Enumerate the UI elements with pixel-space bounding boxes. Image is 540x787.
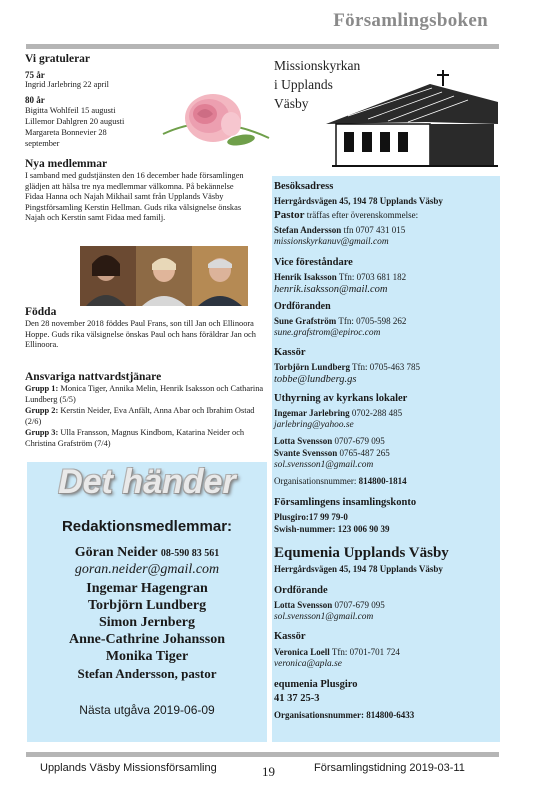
vice-contact [274, 272, 406, 283]
nattvard-group-3 [25, 428, 267, 449]
group-1-text: Monica Tiger, Annika Melin, Henrik Isaksson och Catharina Lundberg (5/5) [25, 384, 264, 404]
lotta-name: Lotta Svensson [274, 436, 333, 446]
members-photo [80, 246, 248, 306]
orgnr-value: 814800-1814 [356, 476, 407, 486]
age-80-line-1: Bigitta Wohlfeil 15 augusti [25, 106, 116, 115]
nya-text: I samband med gudstjänsten den 16 december hade församlingen glädjen att hälsa tre nya medlemmar välkomna. På bekännelse Fidaa Hanna och Najah Mikhail samt från Upplands Väsby Pingstförsamling Kerstin Hellman. Guds rika välsignelse önskas Najah och Kerstin samt Fidaa med familj. [25, 171, 244, 223]
svante-contact [274, 448, 390, 459]
plusgiro: Plusgiro:17 99 79-0 [274, 512, 348, 522]
group-3-label: Grupp 3: [25, 428, 59, 437]
redaktion-heading: Redaktionsmedlemmar: [61, 518, 233, 535]
det-hander-title: Det händer [58, 463, 236, 501]
pastor-name: Stefan Andersson [274, 225, 342, 235]
age-80-line-4: september [25, 139, 60, 148]
age-80-label: 80 år [25, 95, 45, 105]
redaktion-member-2: Torbjörn Lundberg [87, 598, 207, 613]
kassor-contact [274, 362, 420, 373]
equmenia-ordf-phone: 0707-679 095 [332, 600, 385, 610]
age-75-line: Ingrid Jarlebring 22 april [25, 80, 109, 89]
group-2-label: Grupp 2: [25, 406, 59, 415]
pastor-rest: träffas efter överenskommelse: [304, 210, 419, 220]
vice-heading: Vice föreståndare [274, 257, 353, 268]
top-divider [26, 44, 499, 49]
orgnr-line [274, 476, 407, 487]
pastor-label: Pastor [274, 209, 305, 221]
uthyrning-email: jarlebring@yahoo.se [274, 420, 354, 430]
next-issue: Nästa utgåva 2019-06-09 [79, 703, 215, 717]
redaktion-first-name: Göran Neider [74, 545, 158, 560]
ordf-name: Sune Grafström [274, 316, 337, 326]
ordf-contact [274, 316, 406, 327]
equmenia-plusgiro: 41 37 25-3 [274, 693, 320, 704]
ordf-email: sune.grafstrom@epiroc.com [274, 328, 381, 338]
church-name-line-2: i Upplands [274, 77, 333, 92]
church-drawing [318, 62, 500, 172]
group-2-text: Kerstin Neider, Eva Anfält, Anna Abar och Ibrahim Ostad (2/6) [25, 406, 255, 426]
kassor-name: Torbjörn Lundberg [274, 362, 350, 372]
redaktion-member-4: Anne-Cathrine Johansson [69, 632, 225, 647]
svante-name: Svante Svensson [274, 448, 338, 458]
rose-image [153, 84, 271, 152]
vice-email: henrik.isaksson@mail.com [274, 284, 388, 295]
fodda-text: Den 28 november 2018 föddes Paul Frans, son till Jan och Ellinoora Hoppe. Guds rika välsignelse önskas Paul och hans föräldrar Jan och Ellinoora. [25, 319, 256, 350]
gratulerar-heading: Vi gratulerar [25, 53, 91, 65]
uthyrning-name: Ingemar Jarlebring [274, 408, 350, 418]
lotta-contact [274, 436, 385, 447]
church-name-line-3: Väsby [274, 96, 309, 111]
nya-medlemmar-text [25, 171, 247, 224]
equmenia-kassor-phone: Tfn: 0701-701 724 [329, 647, 400, 657]
ordf-heading: Ordföranden [274, 301, 331, 312]
equmenia-address: Herrgårdsvägen 45, 194 78 Upplands Väsby [274, 564, 443, 574]
svante-phone: 0765-487 265 [337, 448, 390, 458]
nya-medlemmar-heading: Nya medlemmar [25, 158, 108, 170]
footer-left: Upplands Väsby Missionsförsamling [40, 762, 217, 774]
bottom-divider [26, 752, 499, 757]
uthyrning-heading: Uthyrning av kyrkans lokaler [274, 393, 408, 404]
footer-right: Församlingstidning 2019-03-11 [314, 762, 465, 774]
uthyrning-contact [274, 408, 402, 419]
besok-heading: Besöksadress [274, 181, 334, 192]
kassor-email: tobbe@lundberg.gs [274, 374, 357, 385]
vice-name: Henrik Isaksson [274, 272, 337, 282]
insamling-heading: Församlingens insamlingskonto [274, 497, 417, 508]
lotta-phone: 0707-679 095 [332, 436, 385, 446]
kassor-phone: Tfn: 0705-463 785 [349, 362, 421, 372]
group-3-text: Ulla Fransson, Magnus Kindbom, Katarina Neider och Christina Grafström (7/4) [25, 428, 245, 448]
equmenia-ordf-heading: Ordförande [274, 585, 328, 596]
pastor-phone: tfn 0707 431 015 [341, 225, 406, 235]
church-name-line-1: Missionskyrkan [274, 58, 361, 73]
pastor-line [274, 210, 418, 221]
pastor-email: missionskyrkanuv@gmail.com [274, 237, 389, 247]
age-75-label: 75 år [25, 70, 45, 80]
redaktion-member-3: Simon Jernberg [98, 615, 196, 630]
orgnr-label: Organisationsnummer: [274, 476, 357, 486]
uthyrning-phone: 0702-288 485 [349, 408, 403, 418]
group-1-label: Grupp 1: [25, 384, 59, 393]
fodda-heading: Födda [25, 306, 57, 318]
equmenia-plusgiro-heading: equmenia Plusgiro [274, 679, 358, 690]
equmenia-kassor-name: Veronica Loell [274, 647, 330, 657]
page-header-title: Församlingsboken [333, 10, 488, 31]
age-80-line-2: Lillemor Dahlgren 20 augusti [25, 117, 125, 126]
nattvard-group-1 [25, 384, 267, 405]
redaktion-first [27, 544, 267, 562]
redaktion-member-1: Ingemar Hagengran [86, 581, 208, 596]
swish: Swish-nummer: 123 006 90 39 [274, 524, 390, 534]
equmenia-kassor-heading: Kassör [274, 631, 306, 642]
sol-email: sol.svensson1@gmail.com [274, 460, 374, 470]
equmenia-ordf-email: sol.svensson1@gmail.com [274, 612, 374, 622]
equmenia-ordf-name: Lotta Svensson [274, 600, 333, 610]
pastor-contact [274, 225, 405, 236]
page-number: 19 [262, 764, 275, 779]
equmenia-ordf-contact [274, 600, 385, 611]
equmenia-kassor-email: veronica@apla.se [274, 659, 342, 669]
equmenia-kassor-contact [274, 647, 400, 658]
vice-phone: Tfn: 0703 681 182 [336, 272, 407, 282]
age-80-line-3: Margareta Bonnevier 28 [25, 128, 107, 137]
redaktion-first-phone: 08-590 83 561 [160, 548, 220, 559]
ordf-phone: Tfn: 0705-598 262 [336, 316, 407, 326]
redaktion-first-email: goran.neider@gmail.com [74, 562, 220, 577]
equmenia-heading: Equmenia Upplands Väsby [274, 545, 449, 561]
redaktion-member-5: Monika Tiger [105, 649, 189, 664]
nattvard-heading: Ansvariga nattvardstjänare [25, 371, 162, 383]
equmenia-orgnr: Organisationsnummer: 814800-6433 [274, 710, 415, 720]
kassor-heading: Kassör [274, 347, 306, 358]
redaktion-member-6: Stefan Andersson, pastor [77, 666, 217, 681]
besok-address: Herrgårdsvägen 45, 194 78 Upplands Väsby [274, 196, 443, 206]
nattvard-group-2 [25, 406, 267, 427]
